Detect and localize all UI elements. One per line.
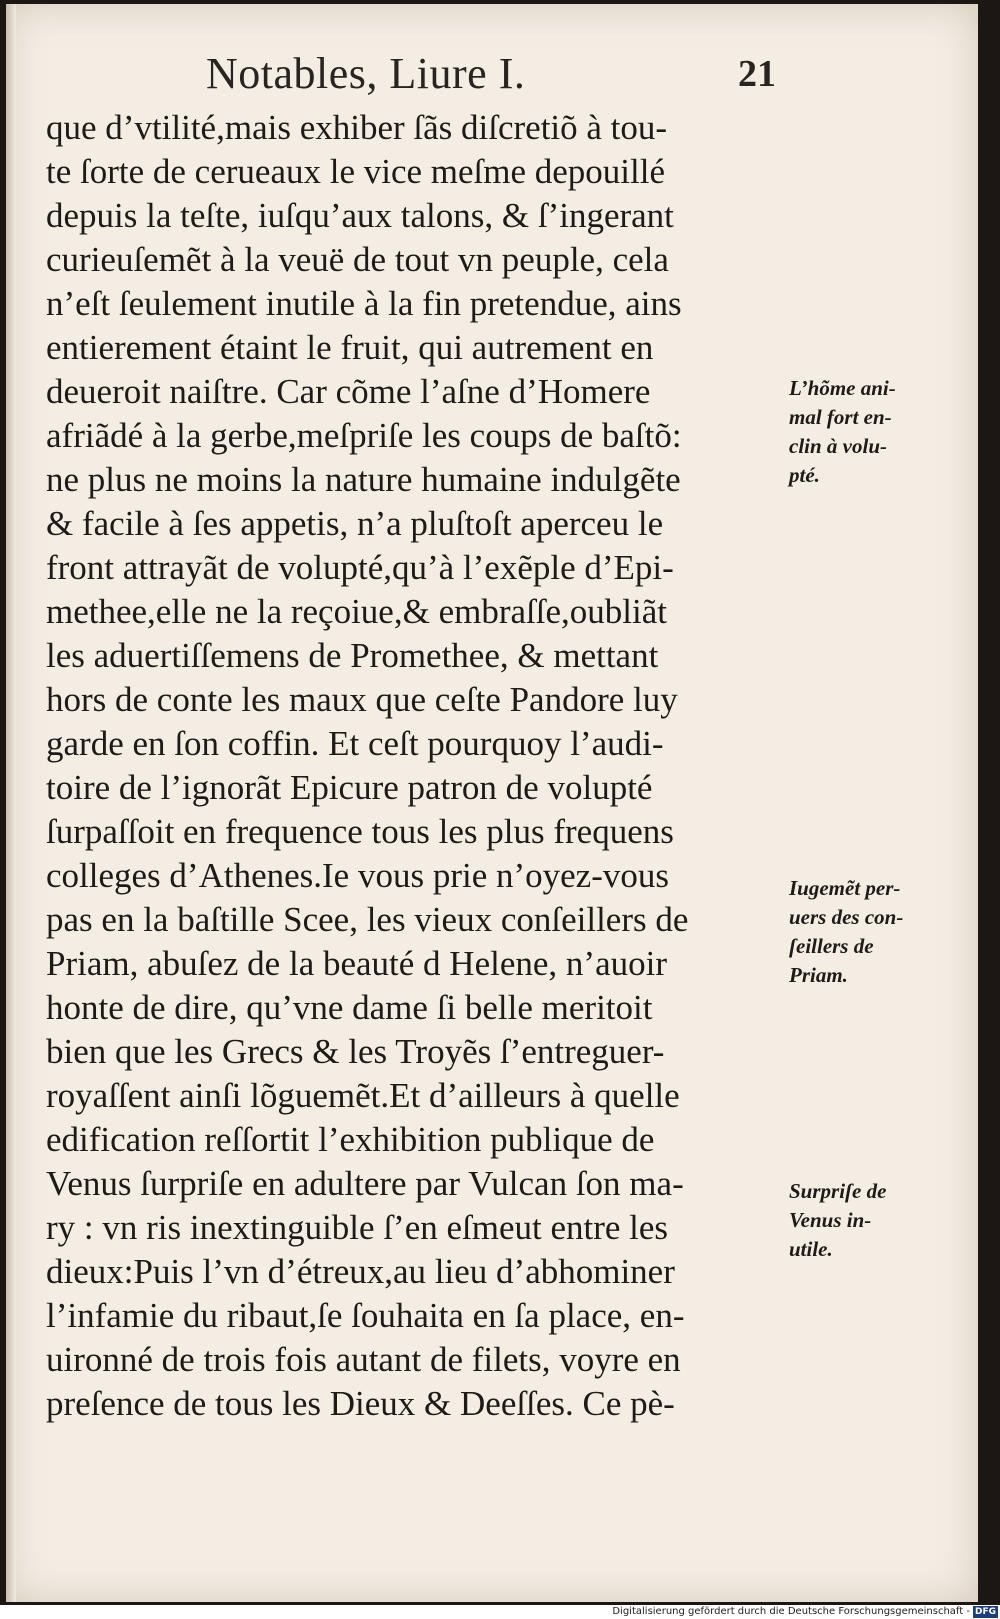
body-text [46,106,786,1426]
marginal-note-line: uers des con- [789,905,904,929]
text-line: & facile à ſes appetis, n’a pluſtoſt aperceu le [46,504,664,543]
text-line: front attrayãt de volupté,qu’à l’exẽple d’Epi- [46,548,674,587]
text-line: te ſorte de cerueaux le vice meſme depouillé [46,152,666,191]
text-line: bien que les Grecs & les Troyẽs ſ’entreguer- [46,1032,665,1071]
text-line: Priam, abuſez de la beauté d Helene, n’auoir [46,944,667,983]
marginal-note-line: mal fort en- [789,405,892,429]
marginal-note-line: Iugemẽt per- [789,876,901,900]
text-line: edification reſſortit l’exhibition publique de [46,1120,655,1159]
text-line: ry : vn ris inextinguible ſ’en eſmeut entre les [46,1208,669,1247]
marginal-note-line: ſeillers de [789,934,874,958]
text-line: royaſſent ainſi lõguemẽt.Et d’ailleurs à quelle [46,1076,680,1115]
digitization-footer [0,1605,1000,1619]
marginal-note [789,874,939,990]
marginal-note-line: L’hõme ani- [789,376,896,400]
text-line: deueroit naiſtre. Car cõme l’aſne d’Homere [46,372,651,411]
text-line: afriãdé à la gerbe,meſpriſe les coups de baſtõ: [46,416,682,455]
text-line: pas en la baſtille Scee, les vieux conſeillers de [46,900,689,939]
marginal-note-line: Venus in- [789,1208,872,1232]
text-line: Venus ſurpriſe en adultere par Vulcan ſon ma- [46,1164,684,1203]
text-line: dieux:Puis l’vn d’étreux,au lieu d’abhominer [46,1252,675,1291]
running-title: Notables, Liure I. [206,49,526,98]
text-line: n’eſt ſeulement inutile à la fin pretendue, ains [46,284,682,323]
marginal-note [789,1177,939,1264]
marginal-note-line: Surpriſe de [789,1179,887,1203]
marginal-note-line: Priam. [789,963,848,987]
marginal-note-line: pté. [789,463,820,487]
funding-credit: Digitalisierung gefördert durch die Deutsche Forschungsgemeinschaft - [612,1606,970,1617]
text-line: honte de dire, qu’vne dame ſi belle meritoit [46,988,653,1027]
marginal-note-line: utile. [789,1237,833,1261]
dfg-logo: DFG [974,1607,996,1617]
text-line: que d’vtilité,mais exhiber ſãs diſcretiõ à tou- [46,108,668,147]
text-line: l’infamie du ribaut,ſe ſouhaita en ſa place, en- [46,1296,685,1335]
marginal-note [789,374,939,490]
text-line: preſence de tous les Dieux & Deeſſes. Ce pè- [46,1384,675,1423]
text-line: ne plus ne moins la nature humaine indulgẽte [46,460,681,499]
marginal-note-line: clin à volu- [789,434,887,458]
page-header [206,48,776,108]
page-binding-edge [6,4,16,1602]
text-line: methee,elle ne la reçoiue,& embraſſe,oubliãt [46,592,667,631]
text-line: colleges d’Athenes.Ie vous prie n’oyez-vous [46,856,669,895]
text-line: depuis la teſte, iuſqu’aux talons, & ſ’ingerant [46,196,674,235]
text-line: hors de conte les maux que ceſte Pandore luy [46,680,678,719]
text-line: garde en ſon coffin. Et ceſt pourquoy l’audi- [46,724,664,763]
text-line: curieuſemẽt à la veuë de tout vn peuple, cela [46,240,669,279]
page-number: 21 [738,53,776,95]
text-line: uironné de trois fois autant de filets, voyre en [46,1340,681,1379]
text-line: ſurpaſſoit en frequence tous les plus frequens [46,812,674,851]
text-line: les aduertiſſemens de Promethee, & mettant [46,636,659,675]
text-line: toire de l’ignorãt Epicure patron de volupté [46,768,653,807]
text-line: entierement étaint le fruit, qui autrement en [46,328,654,367]
book-page [6,4,978,1602]
